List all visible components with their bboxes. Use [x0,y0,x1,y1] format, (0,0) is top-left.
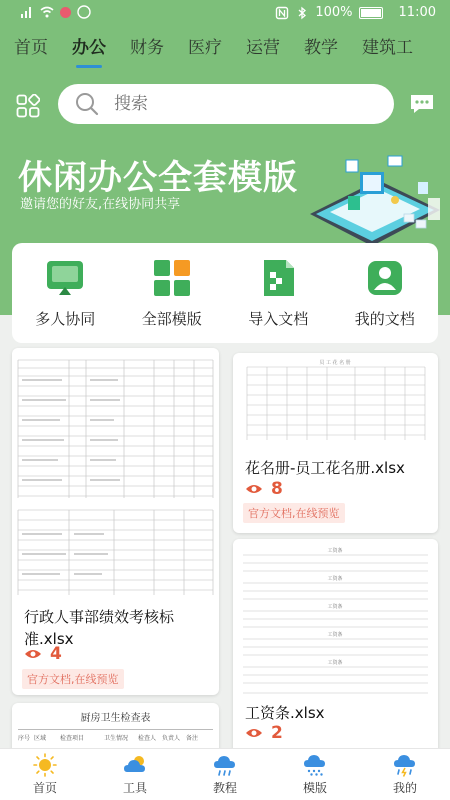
document-card-performance[interactable] [12,348,219,695]
signal-icon [20,5,34,19]
views-number: 4 [50,644,62,664]
cloud-icon [122,753,148,777]
document-thumbnail [14,350,217,600]
nav-label: 我的 [392,781,417,795]
notification-dot-icon [60,7,71,18]
wifi-icon [40,5,54,19]
view-count [245,479,283,499]
battery-icon [359,7,383,19]
views-number: 8 [271,479,283,499]
nav-label: 首页 [32,781,57,795]
tab-office[interactable]: 办公 [72,36,106,68]
quick-action-my-documents[interactable] [335,258,435,329]
tab-home[interactable]: 首页 [14,38,48,58]
apps-grid-icon[interactable] [16,94,40,118]
column-header: 负责人 [162,735,181,742]
bottom-navigation [0,748,450,800]
thumbnail-header: 工资条 [327,548,343,554]
quick-action-import[interactable] [228,258,328,329]
nfc-icon [275,6,289,20]
view-count [24,644,62,664]
document-thumbnail [235,355,436,450]
thumbnail-header: 员 工 花 名 册 [319,360,351,366]
nav-label: 模版 [302,781,327,795]
document-thumbnail [235,541,436,701]
tab-teaching[interactable]: 教学 [304,38,338,58]
table-header-row [18,729,213,742]
nav-label: 教程 [212,781,237,795]
eye-icon [245,483,263,495]
cloud-rain-icon [212,753,238,777]
quick-action-label: 导入文档 [248,309,309,328]
banner-title: 休闲办公全套模版 [18,158,298,198]
nav-profile[interactable] [365,749,445,800]
quick-actions [12,243,438,343]
tab-medical[interactable]: 医疗 [188,38,222,58]
tab-operations[interactable]: 运营 [246,38,280,58]
chat-bubble-icon[interactable] [409,93,435,115]
office-illustration-icon [300,152,445,252]
thumbnail-header: 工资条 [327,632,343,638]
official-doc-tag: 官方文档,在线预览 [243,503,345,523]
nav-home[interactable] [5,749,85,800]
document-title: 工资条.xlsx [245,704,325,722]
nav-tutorial[interactable] [185,749,265,800]
document-card-roster[interactable] [233,353,438,533]
document-title: 厨房卫生检查表 [80,713,151,724]
quick-action-label: 多人协同 [35,309,96,328]
grid-squares-icon [152,258,192,298]
column-header: 检查人 [138,735,157,742]
document-title: 行政人事部绩效考核标准.xlsx [24,608,175,648]
user-document-icon [365,258,405,298]
tab-finance[interactable]: 财务 [130,38,164,58]
cloud-storm-icon [392,753,418,777]
search-bar[interactable] [58,84,394,124]
views-number: 2 [271,723,283,743]
tab-construction[interactable]: 建筑工 [362,38,413,58]
banner-subtitle: 邀请您的好友,在线协同共享 [20,197,181,212]
document-title: 花名册-员工花名册.xlsx [245,459,405,477]
nav-templates[interactable] [275,749,355,800]
quick-action-label: 我的文档 [354,309,415,328]
monitor-share-icon [45,258,85,298]
thumbnail-header: 工资条 [327,660,343,666]
thumbnail-header: 工资条 [327,604,343,610]
view-count [245,723,283,743]
column-header: 序号 [18,735,31,742]
thumbnail-header: 工资条 [327,576,343,582]
clock: 11:00 [398,5,436,20]
compass-icon [77,5,91,19]
quick-action-all-templates[interactable] [122,258,222,329]
battery-percent: 100% [315,5,353,20]
eye-icon [245,727,263,739]
cloud-snow-icon [302,753,328,777]
quick-action-collaborate[interactable] [15,258,115,329]
import-sheet-icon [258,258,298,298]
quick-action-label: 全部模版 [141,309,202,328]
column-header: 区域 [34,735,47,742]
eye-icon [24,648,42,660]
status-bar [0,0,450,28]
document-card-payslip[interactable] [233,539,438,759]
column-header: 检查项目 [60,735,85,742]
official-doc-tag: 官方文档,在线预览 [22,669,124,689]
category-tabs [14,36,450,68]
sun-icon [32,753,58,777]
nav-label: 工具 [122,781,147,795]
nav-tools[interactable] [95,749,175,800]
bluetooth-icon [295,6,309,20]
search-input[interactable] [114,94,354,114]
column-header: 备注 [186,735,199,742]
column-header: 卫生情况 [104,735,129,742]
search-icon [74,91,100,117]
